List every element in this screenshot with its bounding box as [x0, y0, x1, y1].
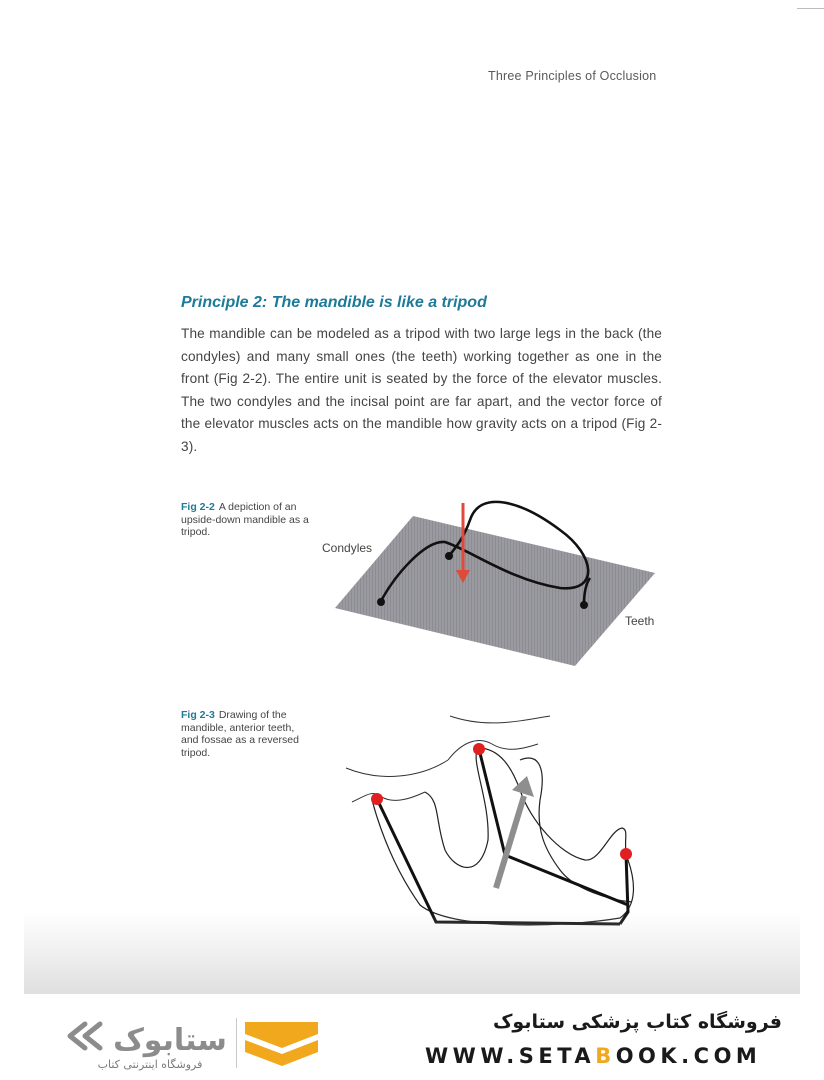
url-suffix: OOK.COM — [615, 1044, 762, 1068]
url-prefix: WWW. — [425, 1044, 519, 1068]
body-paragraph: The mandible can be modeled as a tripod with two large legs in the back (the condyles) and many small ones (the teeth) working together as one in the front (Fig 2-2). The entire unit is seated by the force of the elevator muscles. The two condyles and the incisal point are far apart, and the vector force of the elevator muscles acts on the mandible how gravity acts on a tripod (Fig 2-3). — [181, 326, 662, 454]
logo-subtitle: فروشگاه اینترنتی کتاب — [97, 1058, 203, 1071]
logo-arrows-icon — [70, 1024, 100, 1048]
url-seta: SETA — [518, 1044, 596, 1068]
store-url[interactable] — [425, 1044, 787, 1068]
figure-2-2-label: Fig 2-2 — [181, 501, 215, 513]
url-highlight: B — [595, 1044, 616, 1068]
store-name: فروشگاه کتاب پزشکی ستابوک — [492, 1011, 782, 1033]
figure-2-2-caption-text: A depiction of an upside-down mandible as a tripod. — [181, 501, 309, 538]
logo-divider — [236, 1018, 237, 1068]
running-head: Three Principles of Occlusion — [488, 69, 657, 83]
figure-2-3-caption-text: Drawing of the mandible, anterior teeth, and fossae as a reversed tripod. — [181, 709, 299, 759]
label-teeth: Teeth — [625, 614, 655, 628]
figure-2-3-label: Fig 2-3 — [181, 709, 215, 721]
logo-chevron-mark — [245, 1022, 318, 1066]
label-condyles: Condyles — [322, 541, 373, 555]
logo-wordmark: ستابوک — [113, 1023, 227, 1058]
section-heading: Principle 2: The mandible is like a tripod — [181, 294, 487, 311]
